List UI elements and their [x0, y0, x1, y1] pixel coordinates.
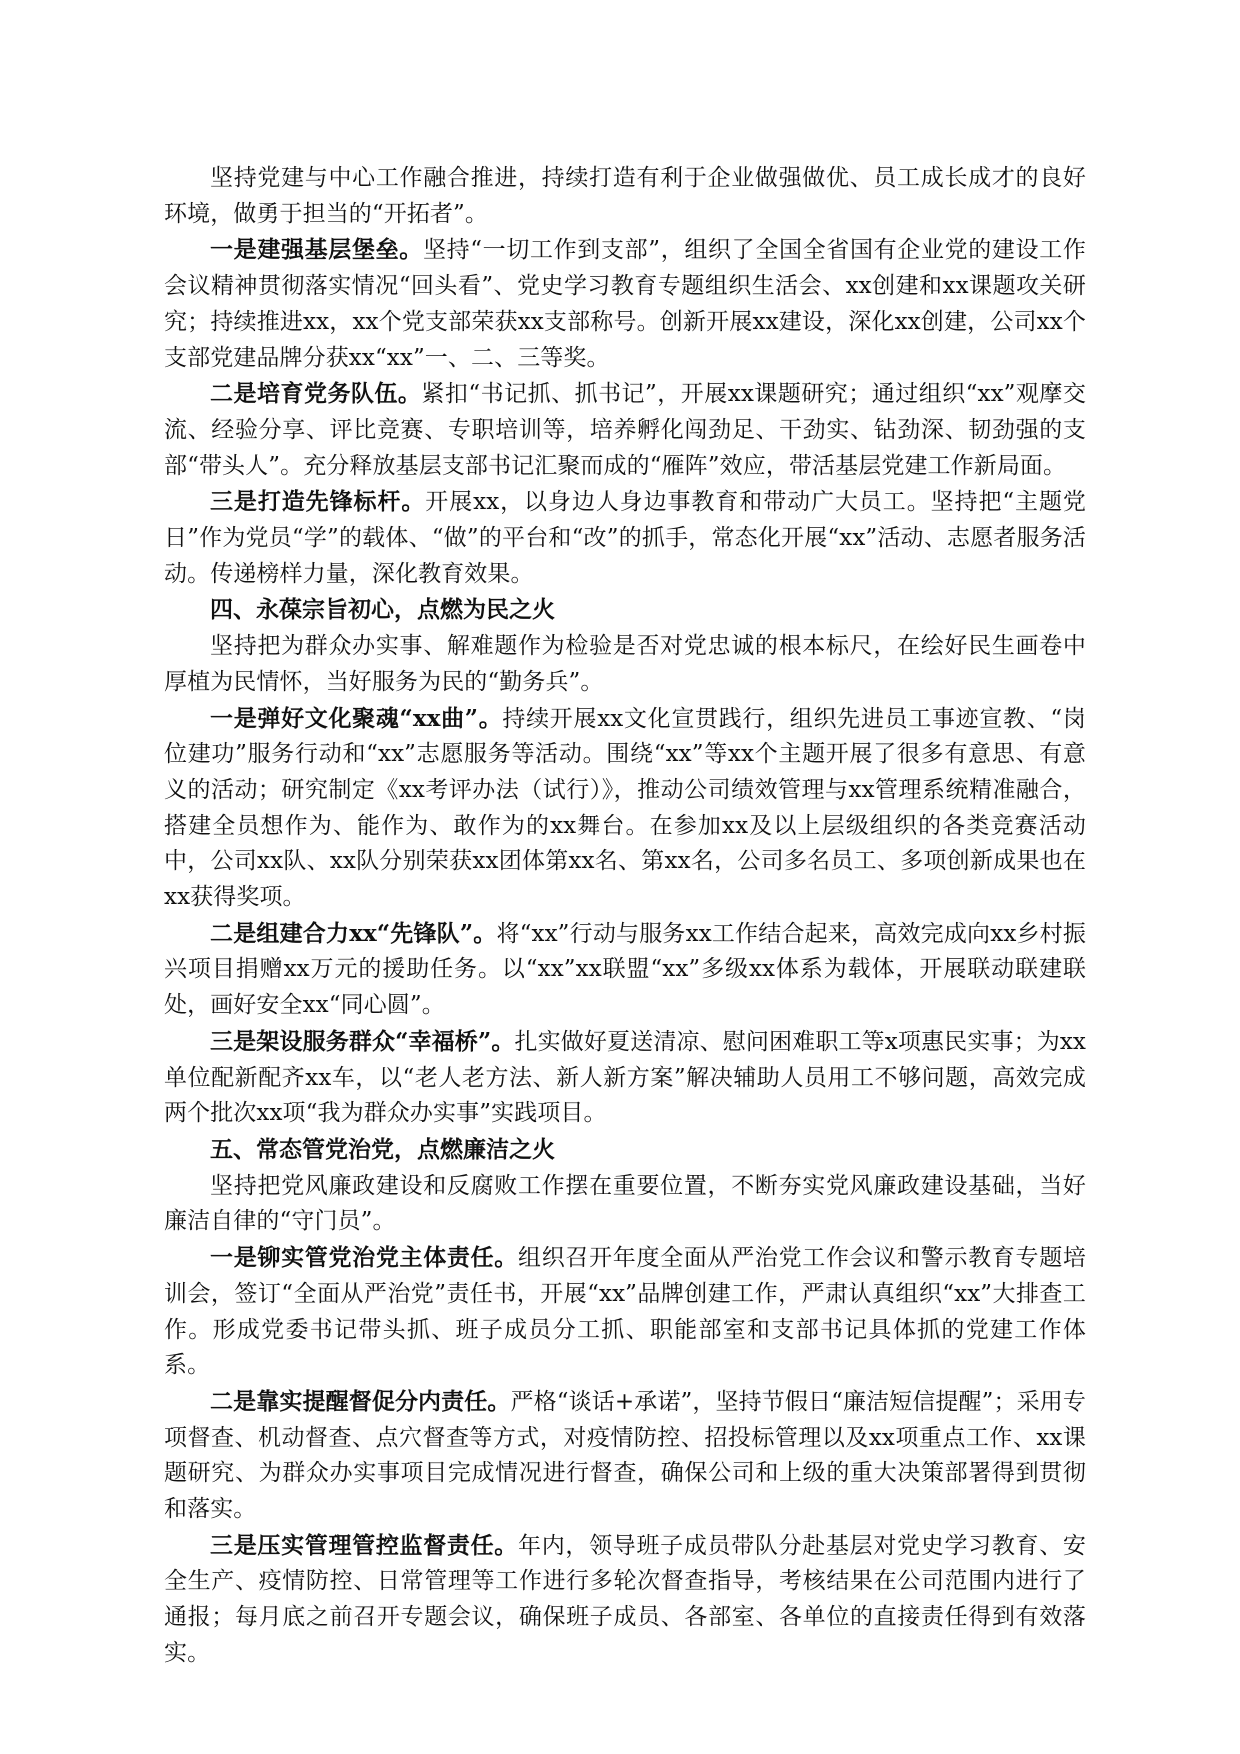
paragraph: [164, 484, 1086, 592]
paragraph-lead: 二是培育党务队伍。: [210, 380, 422, 408]
paragraph: [164, 376, 1086, 484]
paragraph-text: 坚持把为群众办实事、解难题作为检验是否对党忠诚的根本标尺，在绘好民生画卷中厚植为民情怀，当好服务为民的“勤务兵”。: [164, 633, 1086, 695]
paragraph: [164, 1168, 1086, 1240]
paragraph: [164, 916, 1086, 1024]
paragraph-lead: 一是弹好文化聚魂“xx曲”。: [210, 704, 503, 732]
paragraph-text: 将“xx”行动与服务xx工作结合起来，高效完成向xx乡村振兴项目捐赠xx万元的援助任务。以“xx”xx联盟“xx”多级xx体系为载体，开展联动联建联处，画好安全xx“同心圆”。: [164, 920, 1086, 1019]
paragraph-lead: 三是压实管理管控监督责任。: [210, 1531, 518, 1559]
paragraph-text: 紧扣“书记抓、抓书记”，开展xx课题研究；通过组织“xx”观摩交流、经验分享、评比竞赛、专职培训等，培养孵化闯劲足、干劲实、钻劲深、韧劲强的支部“带头人”。充分释放基层支部书记汇聚而成的“雁阵”效应，带活基层党建工作新局面。: [164, 381, 1087, 479]
section-heading: 五、常态管党治党，点燃廉洁之火: [210, 1135, 555, 1163]
paragraph: [164, 1384, 1086, 1528]
paragraph: [164, 1528, 1086, 1672]
document-body: [164, 160, 1086, 1672]
paragraph: [164, 232, 1086, 376]
paragraph-lead: 三是架设服务群众“幸福桥”。: [210, 1027, 515, 1055]
paragraph: [164, 628, 1086, 700]
paragraph-lead: 一是铆实管党治党主体责任。: [210, 1244, 518, 1272]
section-heading: 四、永葆宗旨初心，点燃为民之火: [210, 596, 555, 624]
paragraph-text: 持续开展xx文化宣贯践行，组织先进员工事迹宣教、“岗位建功”服务行动和“xx”志愿服务等活动。围绕“xx”等xx个主题开展了很多有意思、有意义的活动；研究制定《xx考评办法（试行）》，推动公司绩效管理与xx管理系统精准融合，搭建全员想作为、能作为、敢作为的xx舞台。在参加xx及以上层级组织的各类竞赛活动中，公司xx队、xx队分别荣获xx团体第xx名、第xx名，公司多名员工、多项创新成果也在xx获得奖项。: [164, 705, 1086, 911]
paragraph-lead: 二是靠实提醒督促分内责任。: [210, 1387, 511, 1415]
paragraph: [164, 1240, 1086, 1384]
paragraph-lead: 一是建强基层堡垒。: [210, 236, 423, 264]
paragraph-text: 开展xx，以身边人身边事教育和带动广大员工。坚持把“主题党日”作为党员“学”的载体、“做”的平台和“改”的抓手，常态化开展“xx”活动、志愿者服务活动。传递榜样力量，深化教育效果。: [164, 489, 1086, 587]
paragraph-text: 组织召开年度全面从严治党工作会议和警示教育专题培训会，签订“全面从严治党”责任书，开展“xx”品牌创建工作，严肃认真组织“xx”大排查工作。形成党委书记带头抓、班子成员分工抓、职能部室和支部书记具体抓的党建工作体系。: [164, 1245, 1086, 1379]
paragraph-text: 扎实做好夏送清凉、慰问困难职工等x项惠民实事；为xx单位配新配齐xx车，以“老人老方法、新人新方案”解决辅助人员用工不够问题，高效完成两个批次xx项“我为群众办实事”实践项目。: [164, 1028, 1087, 1127]
paragraph-lead: 三是打造先锋标杆。: [210, 488, 426, 516]
paragraph-text: 严格“谈话+承诺”，坚持节假日“廉洁短信提醒”；采用专项督查、机动督查、点穴督查等方式，对疫情防控、招投标管理以及xx项重点工作、xx课题研究、为群众办实事项目完成情况进行督查，确保公司和上级的重大决策部署得到贯彻和落实。: [164, 1388, 1086, 1523]
paragraph-text: 坚持把党风廉政建设和反腐败工作摆在重要位置，不断夯实党风廉政建设基础，当好廉洁自律的“守门员”。: [164, 1172, 1086, 1235]
paragraph-text: 坚持“一切工作到支部”，组织了全国全省国有企业党的建设工作会议精神贯彻落实情况“回头看”、党史学习教育专题组织生活会、xx创建和xx课题攻关研究；持续推进xx，xx个党支部荣获xx支部称号。创新开展xx建设，深化xx创建，公司xx个支部党建品牌分获xx“xx”一、二、三等奖。: [164, 237, 1086, 371]
paragraph-lead: 二是组建合力xx“先锋队”。: [210, 919, 497, 947]
paragraph-text: 年内，领导班子成员带队分赴基层对党史学习教育、安全生产、疫情防控、日常管理等工作进行多轮次督查指导，考核结果在公司范围内进行了通报；每月底之前召开专题会议，确保班子成员、各部室、各单位的直接责任得到有效落实。: [164, 1532, 1086, 1666]
paragraph: [164, 1024, 1086, 1132]
paragraph-text: 坚持党建与中心工作融合推进，持续打造有利于企业做强做优、员工成长成才的良好环境，做勇于担当的“开拓者”。: [164, 165, 1086, 227]
paragraph: [164, 160, 1086, 232]
paragraph: [164, 701, 1086, 916]
